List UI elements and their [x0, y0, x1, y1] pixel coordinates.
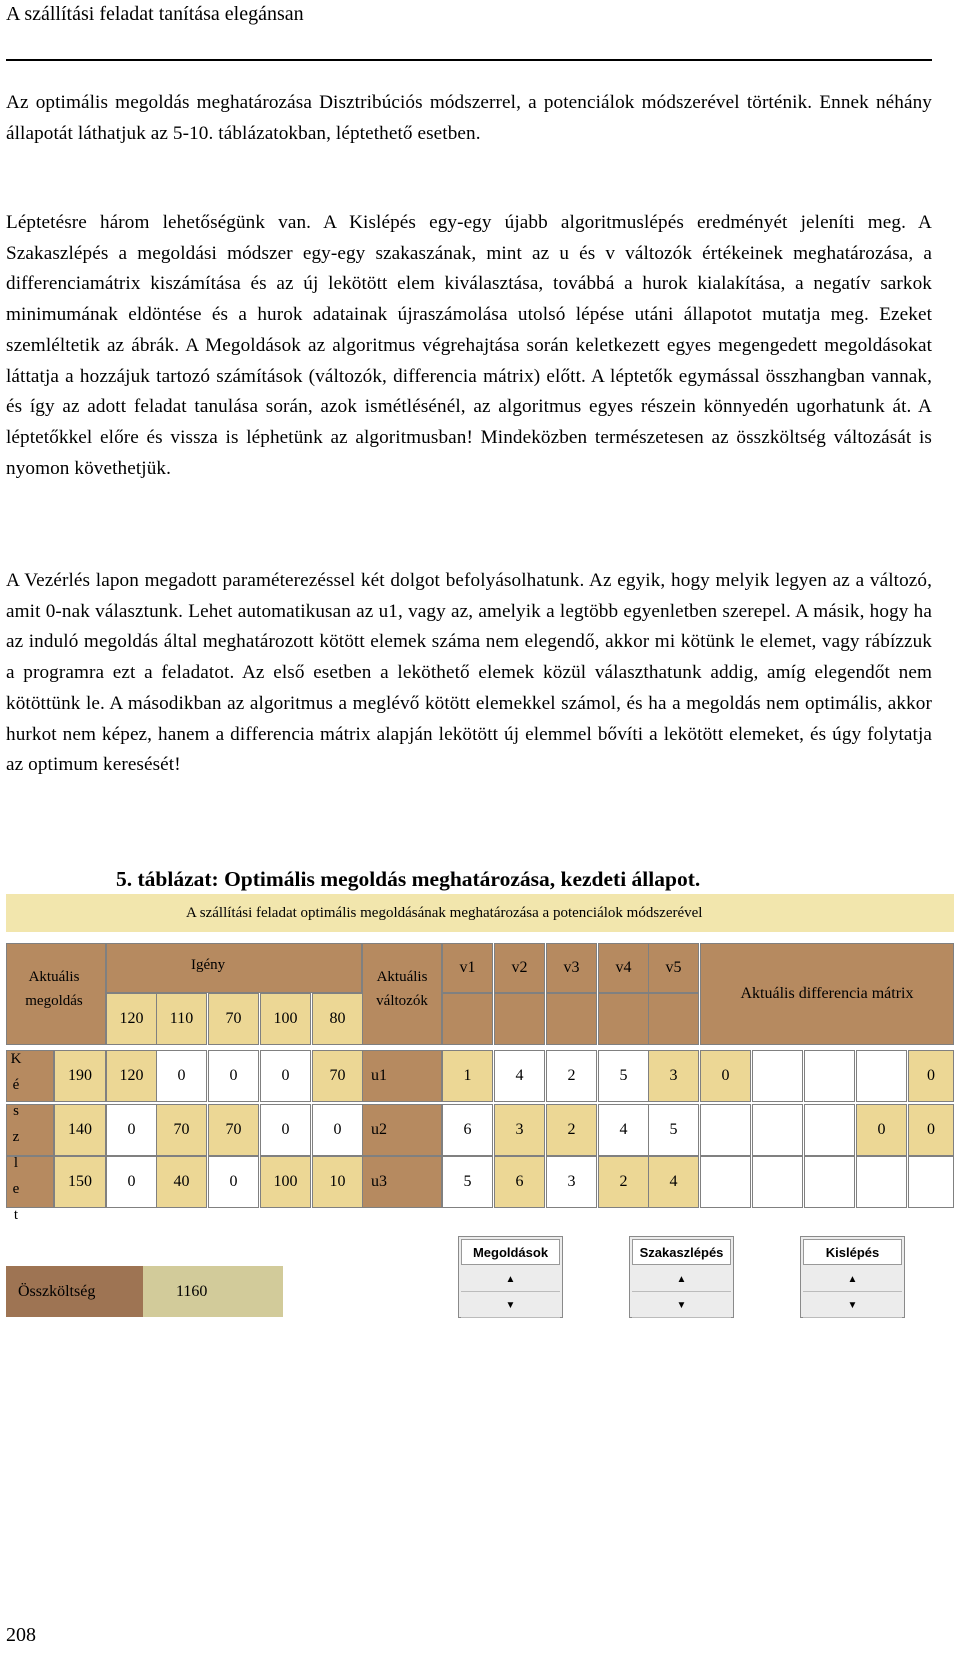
stage-up-button[interactable]: ▲ — [632, 1267, 731, 1292]
v-value-cell — [546, 993, 597, 1045]
diff-cell — [856, 1156, 907, 1208]
cost-cell: 4 — [598, 1104, 649, 1156]
cost-cell: 6 — [494, 1156, 545, 1208]
v-label-cell: v4 — [598, 943, 649, 993]
diff-cell — [804, 1156, 855, 1208]
diff-cell — [700, 1104, 751, 1156]
cost-cell: 3 — [546, 1156, 597, 1208]
demand-label: Igény — [191, 957, 226, 973]
paragraph-1: Az optimális megoldás meghatározása Disztribúciós módszerrel, a potenciálok módszerével történik. Ennek néhány állapotát láthatjuk az 5-10. táblázatokban, léptethető esetben. — [6, 92, 932, 144]
current-solution-label-line: megoldás — [25, 993, 83, 1009]
v-label-cell: v3 — [546, 943, 597, 993]
solutions-up-button[interactable]: ▲ — [461, 1267, 560, 1292]
current-solution-label-line: Aktuális — [28, 969, 80, 985]
diff-matrix-header: Aktuális differencia mátrix — [700, 943, 954, 1045]
cost-cell: 5 — [648, 1104, 699, 1156]
small-step-down-button[interactable]: ▼ — [803, 1293, 902, 1318]
stock-label-letter: s — [13, 1103, 19, 1119]
paragraph-3: A Vezérlés lapon megadott paraméterezéssel két dolgot befolyásolhatunk. Az egyik, hogy melyik legyen az a változó, amit 0-nak választunk. Lehet automatikusan az u1, vagy az, amelyik a legtöbb egyenletben szerepel. A másik, hogy ha az induló megoldás által meghatározott kötött elemek száma nem elegendő, akkor mi kötünk le elemet, vagy rábízzuk a programra ezt a feladatot. Az első esetben a leköthető elemek közül választhatunk addig, amíg elegendőt nem kötöttünk le. A másodikban az algoritmus a meglévő kötött elemekkel számol, és ha a megoldás nem optimális, akkor hurkot nem képez, hanem a differencia mátrix alapján lekötött új elemmel bővíti a lekötött elemeket, és úgy folytatja az optimum keresését! — [6, 570, 932, 776]
demand-cell: 110 — [156, 993, 207, 1045]
u-label-cell: u3 — [362, 1156, 442, 1208]
paragraph-2: Léptetésre három lehetőségünk van. A Kislépés egy-egy újabb algoritmuslépés eredményét jeleníti meg. A Szakaszlépés a megoldási módszer egy-egy szakaszának, mint az u és v változók értékeinek meghatározása, a differenciamátrix kiszámítása és az új lekötött elem kiválasztása, továbbá a hurok kialakítása, a negatív sarkok minimumának eldöntése és a hurok adatainak újraszámolása utolsó lépése utáni állapotot mutatja meg. Ezeket szemléltetik az ábrák. A Megoldások az algoritmus végrehajtása során keletkezett egyes megengedett megoldásokat láttatja a hozzájuk tartozó számítások (változók, differencia mátrix) előtt. A léptetők egymással összhangban vannak, és így az adott feladat tanulása során, azok ismétlésénél, az algoritmus egyes részein könnyedén ugorhatunk át. A léptetőkkel előre és vissza is léphetünk az algoritmusban! Mindeközben természetesen az összköltség változását is nyomon követhetjük. — [6, 212, 932, 479]
diff-cell — [908, 1156, 954, 1208]
stock-label-letter: é — [12, 1077, 20, 1093]
demand-cell: 100 — [260, 993, 311, 1045]
small-step-stepper[interactable] — [800, 1236, 905, 1318]
diff-cell — [700, 1156, 751, 1208]
demand-cell: 80 — [312, 993, 363, 1045]
demand-header — [106, 943, 362, 993]
diff-cell — [752, 1050, 803, 1102]
v-label-cell: v2 — [494, 943, 545, 993]
cost-cell: 4 — [494, 1050, 545, 1102]
allocation-cell: 0 — [260, 1104, 311, 1156]
table-caption: 5. táblázat: Optimális megoldás meghatározása, kezdeti állapot. — [116, 867, 701, 891]
allocation-cell: 70 — [312, 1050, 363, 1102]
diff-cell — [752, 1104, 803, 1156]
demand-cell: 120 — [106, 993, 157, 1045]
total-cost-label: Összköltség — [6, 1266, 143, 1317]
v-label-cell: v1 — [442, 943, 493, 993]
cost-cell: 5 — [598, 1050, 649, 1102]
small-step-stepper-label: Kislépés — [803, 1239, 902, 1265]
allocation-cell: 70 — [156, 1104, 207, 1156]
solutions-stepper-label: Megoldások — [461, 1239, 560, 1265]
stock-label-letter: e — [12, 1181, 20, 1197]
supply-cell: 140 — [54, 1104, 106, 1156]
allocation-cell: 100 — [260, 1156, 311, 1208]
page-number: 208 — [6, 1624, 36, 1646]
stock-label-letter: l — [13, 1155, 19, 1171]
cost-cell: 6 — [442, 1104, 493, 1156]
allocation-cell: 0 — [208, 1050, 259, 1102]
u-label-cell: u1 — [362, 1050, 442, 1102]
stock-label-letter: t — [13, 1207, 19, 1223]
current-solution-label — [6, 965, 102, 1013]
total-cost-value: 1160 — [143, 1266, 283, 1317]
small-step-up-button[interactable]: ▲ — [803, 1267, 902, 1292]
solutions-stepper[interactable] — [458, 1236, 563, 1318]
supply-cell: 150 — [54, 1156, 106, 1208]
diff-cell — [804, 1050, 855, 1102]
stage-stepper[interactable] — [629, 1236, 734, 1318]
cost-cell: 1 — [442, 1050, 493, 1102]
stock-label-letter: K — [10, 1051, 22, 1067]
sheet-title: A szállítási feladat optimális megoldásának meghatározása a potenciálok módszerével — [186, 905, 703, 921]
v-value-cell — [598, 993, 649, 1045]
stage-down-button[interactable]: ▼ — [632, 1293, 731, 1318]
allocation-cell: 0 — [260, 1050, 311, 1102]
allocation-cell: 10 — [312, 1156, 363, 1208]
cost-cell: 3 — [648, 1050, 699, 1102]
variables-label-line: változók — [376, 993, 428, 1009]
cost-cell: 3 — [494, 1104, 545, 1156]
allocation-cell: 120 — [106, 1050, 157, 1102]
diff-cell: 0 — [908, 1050, 954, 1102]
variables-label-line: Aktuális — [376, 969, 428, 985]
stock-vertical-label — [6, 1046, 26, 1223]
allocation-cell: 70 — [208, 1104, 259, 1156]
cost-cell: 2 — [598, 1156, 649, 1208]
stock-label-letter: z — [12, 1129, 20, 1145]
v-value-cell — [442, 993, 493, 1045]
diff-cell — [804, 1104, 855, 1156]
diff-cell — [856, 1050, 907, 1102]
allocation-cell: 0 — [106, 1156, 157, 1208]
cost-cell: 4 — [648, 1156, 699, 1208]
allocation-cell: 0 — [156, 1050, 207, 1102]
cost-cell: 5 — [442, 1156, 493, 1208]
running-header: A szállítási feladat tanítása elegánsan — [6, 3, 304, 25]
diff-cell — [752, 1156, 803, 1208]
demand-cell: 70 — [208, 993, 259, 1045]
solutions-down-button[interactable]: ▼ — [461, 1293, 560, 1318]
u-label-cell: u2 — [362, 1104, 442, 1156]
sheet-title-bar — [6, 894, 954, 932]
total-cost-panel — [6, 1266, 283, 1317]
v-label-cell: v5 — [648, 943, 699, 993]
diff-cell: 0 — [908, 1104, 954, 1156]
diff-cell: 0 — [856, 1104, 907, 1156]
allocation-cell: 40 — [156, 1156, 207, 1208]
cost-cell: 2 — [546, 1104, 597, 1156]
supply-cell: 190 — [54, 1050, 106, 1102]
allocation-cell: 0 — [208, 1156, 259, 1208]
cost-cell: 2 — [546, 1050, 597, 1102]
diff-cell: 0 — [700, 1050, 751, 1102]
header-rule — [6, 59, 932, 61]
variables-label — [362, 965, 442, 1013]
v-value-cell — [494, 993, 545, 1045]
stage-stepper-label: Szakaszlépés — [632, 1239, 731, 1265]
v-value-cell — [648, 993, 699, 1045]
allocation-cell: 0 — [106, 1104, 157, 1156]
spreadsheet — [6, 894, 960, 1223]
allocation-cell: 0 — [312, 1104, 363, 1156]
